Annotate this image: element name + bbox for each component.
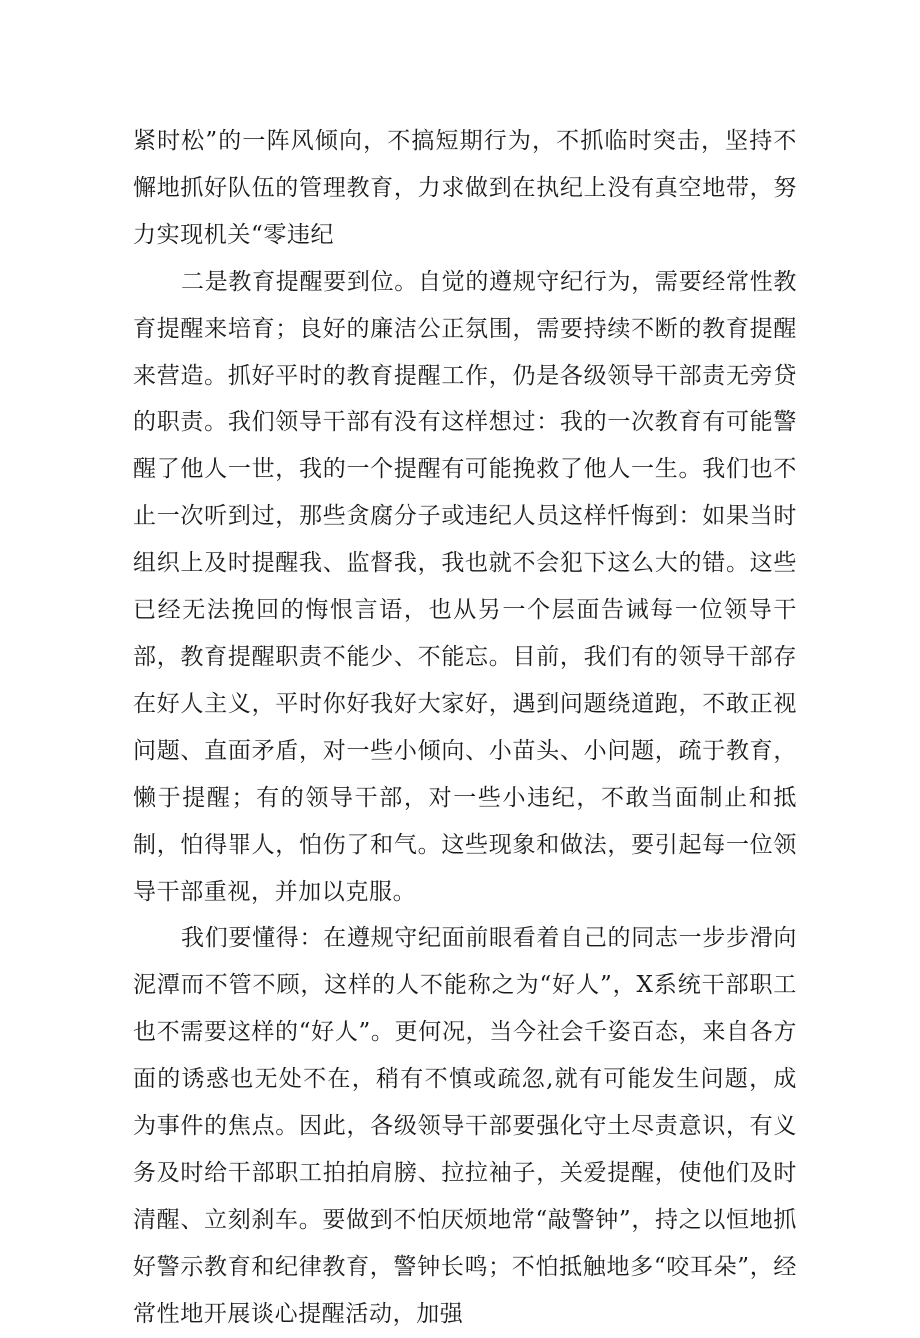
paragraph-continuation: 紧时松”的一阵风倾向，不搞短期行为，不抓临时突击，坚持不懈地抓好队伍的管理教育，力求做到在执纪上没有真空地带，努力实现机关“零违纪 (133, 128, 797, 248)
body-text (133, 118, 797, 1338)
paragraph-good-person: 我们要懂得：在遵规守纪面前眼看着自己的同志一步步滑向泥潭而不管不顾，这样的人不能称之为“好人”，X系统干部职工也不需要这样的“好人”。更何况，当今社会千姿百态，来自各方面的诱惑也无处不在，稍有不慎或疏忽,就有可能发生问题，成为事件的焦点。因此，各级领导干部要强化守土尽责意识，有义务及时给干部职工拍拍肩膀、拉拉袖子，关爱提醒，使他们及时清醒、立刻刹车。要做到不怕厌烦地常“敲警钟”，持之以恒地抓好警示教育和纪律教育，警钟长鸣；不怕抵触地多“咬耳朵”，经常性地开展谈心提醒活动，加强 (133, 925, 797, 1327)
paragraph-education-reminder: 二是教育提醒要到位。自觉的遵规守纪行为，需要经常性教育提醒来培育；良好的廉洁公正氛围，需要持续不断的教育提醒来营造。抓好平时的教育提醒工作，仍是各级领导干部责无旁贷的职责。我们领导干部有没有这样想过：我的一次教育有可能警醒了他人一世，我的一个提醒有可能挽救了他人一生。我们也不止一次听到过，那些贪腐分子或违纪人员这样忏悔到：如果当时组织上及时提醒我、监督我，我也就不会犯下这么大的错。这些已经无法挽回的悔恨言语，也从另一个层面告诫每一位领导干部，教育提醒职责不能少、不能忘。目前，我们有的领导干部存在好人主义，平时你好我好大家好，遇到问题绕道跑，不敢正视问题、直面矛盾，对一些小倾向、小苗头、小问题，疏于教育，懒于提醒；有的领导干部，对一些小违纪，不敢当面制止和抵制，怕得罪人，怕伤了和气。这些现象和做法，要引起每一位领导干部重视，并加以克服。 (133, 268, 797, 905)
